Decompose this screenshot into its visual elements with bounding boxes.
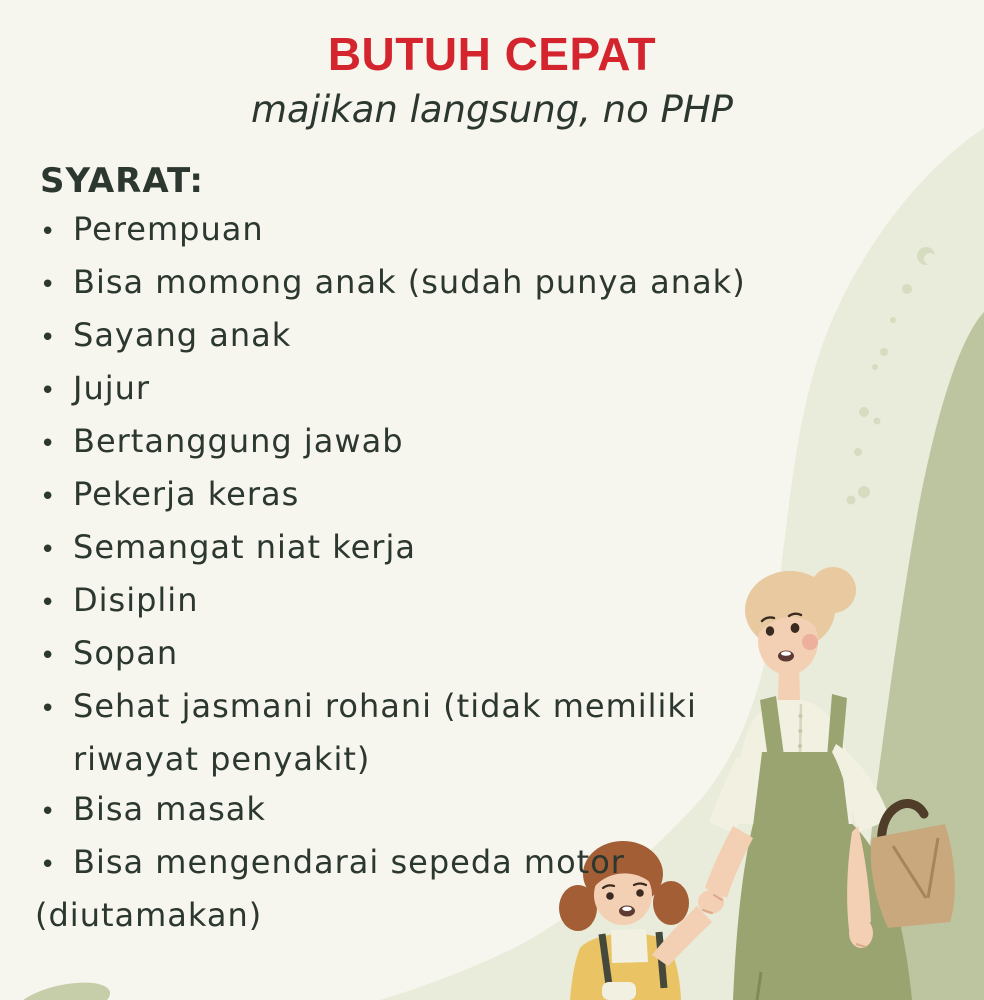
requirement-item bbox=[40, 784, 890, 837]
requirement-item bbox=[40, 575, 890, 628]
page-subtitle: majikan langsung, no PHP bbox=[251, 88, 733, 131]
bullet-marker: • bbox=[40, 797, 57, 827]
requirement-item bbox=[40, 837, 890, 890]
requirement-text: Jujur bbox=[73, 369, 151, 407]
requirements-heading: SYARAT: bbox=[40, 161, 204, 201]
requirement-text: Sehat jasmani rohani (tidak memiliki bbox=[73, 687, 697, 725]
bullet-marker: • bbox=[40, 429, 57, 459]
requirement-text: (diutamakan) bbox=[35, 896, 263, 934]
bullet-marker: • bbox=[40, 535, 57, 565]
requirement-item bbox=[40, 628, 890, 681]
requirement-item bbox=[40, 734, 890, 784]
bullet-marker: • bbox=[40, 694, 57, 724]
requirements-list bbox=[35, 204, 890, 940]
requirement-item bbox=[40, 204, 890, 257]
bullet-marker: • bbox=[40, 850, 57, 880]
bullet-marker: • bbox=[40, 270, 57, 300]
requirement-text: Bisa mengendarai sepeda motor bbox=[73, 843, 625, 881]
bullet-marker: • bbox=[40, 376, 57, 406]
requirement-item bbox=[40, 681, 890, 734]
requirement-text: Bertanggung jawab bbox=[73, 422, 404, 460]
requirements-section bbox=[35, 158, 890, 940]
bottom-left-leaf-shape bbox=[13, 975, 114, 1000]
requirement-text: Disiplin bbox=[73, 581, 199, 619]
bullet-marker: • bbox=[40, 482, 57, 512]
requirement-text: Sopan bbox=[73, 634, 179, 672]
requirement-item bbox=[40, 363, 890, 416]
bullet-marker: • bbox=[40, 641, 57, 671]
page-title: BUTUH CEPAT bbox=[327, 28, 657, 80]
requirement-item bbox=[40, 522, 890, 575]
requirement-text: Perempuan bbox=[73, 210, 264, 248]
bullet-marker: • bbox=[40, 588, 57, 618]
requirement-text: Pekerja keras bbox=[73, 475, 300, 513]
child-pocket bbox=[602, 982, 636, 1000]
requirement-text: Sayang anak bbox=[73, 316, 292, 354]
requirement-text: Bisa momong anak (sudah punya anak) bbox=[73, 263, 746, 301]
requirement-item bbox=[40, 310, 890, 363]
requirement-item bbox=[40, 416, 890, 469]
requirement-text: Bisa masak bbox=[73, 790, 266, 828]
header bbox=[0, 26, 984, 136]
requirement-item bbox=[35, 890, 890, 940]
bullet-marker: • bbox=[40, 323, 57, 353]
requirement-text: Semangat niat kerja bbox=[73, 528, 416, 566]
bullet-marker: • bbox=[40, 217, 57, 247]
requirement-item bbox=[40, 469, 890, 522]
requirement-text: riwayat penyakit) bbox=[73, 740, 371, 778]
requirement-item bbox=[40, 257, 890, 310]
